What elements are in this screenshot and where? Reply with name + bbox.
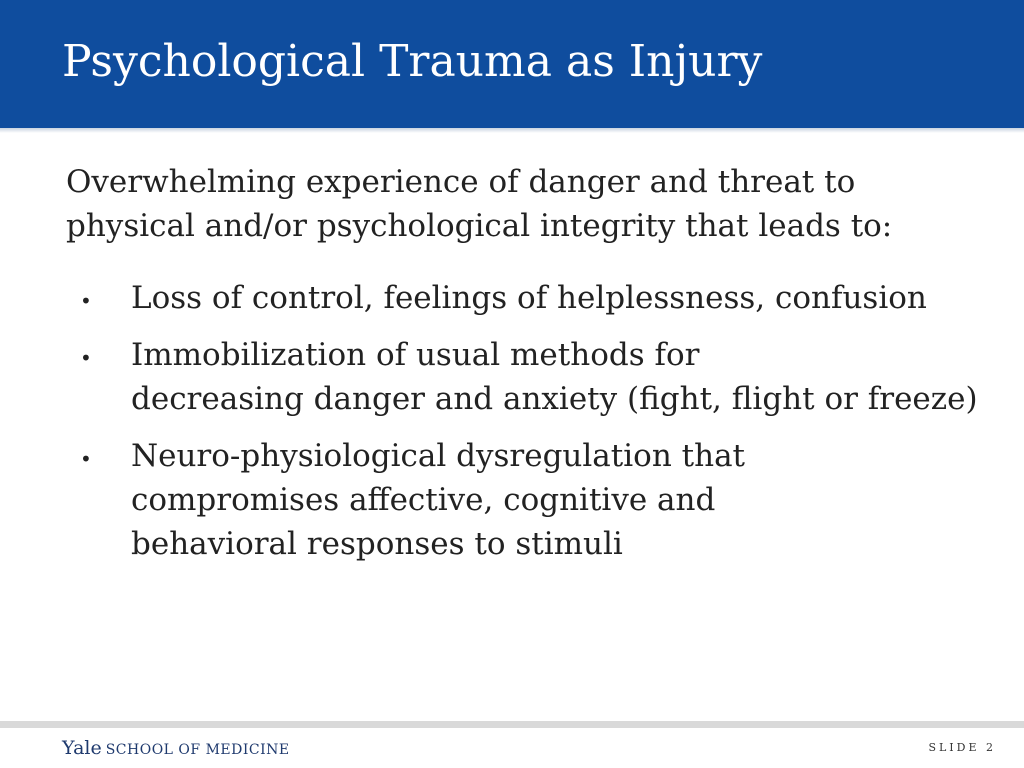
logo-school-text: SCHOOL OF MEDICINE [105,742,290,758]
logo-yale-wordmark: Yale [62,737,102,759]
title-banner [0,0,1024,128]
bullet-list [66,276,1016,579]
slide-number: SLIDE 2 [928,741,996,754]
bullet-text: Neuro-physiological dysregulation that compromises affective, cognitive and behavioral responses to stimuli [131,438,746,562]
bullet-item-loss-of-control [66,276,1016,320]
intro-paragraph: Overwhelming experience of danger and threat to physical and/or psychological integrity that leads to: [66,164,893,244]
bullet-item-immobilization [66,333,1016,421]
bullet-text: Loss of control, feelings of helplessness, confusion [131,280,927,316]
slide-title: Psychological Trauma as Injury [62,36,763,87]
bullet-icon: • [80,289,92,313]
bullet-icon: • [80,447,92,471]
title-banner-shadow [0,128,1024,133]
yale-school-of-medicine-logo [62,736,290,762]
bullet-icon: • [80,346,92,370]
footer-divider [0,721,1024,728]
bullet-text: Immobilization of usual methods for decreasing danger and anxiety (fight, flight or freeze) [131,337,978,417]
bullet-item-dysregulation [66,434,1016,566]
